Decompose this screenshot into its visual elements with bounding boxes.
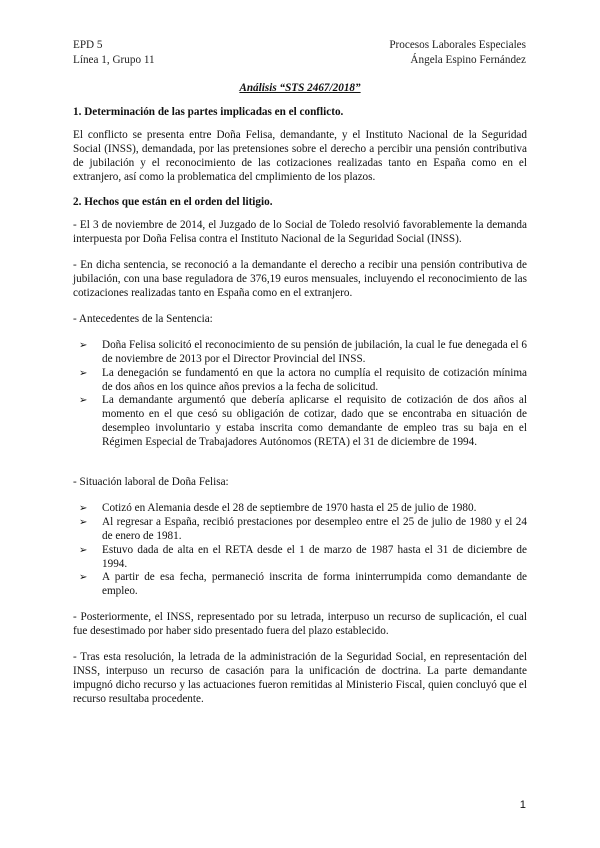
arrow-bullet-icon: ➢ <box>79 502 88 514</box>
antecedentes-list <box>73 339 527 450</box>
list-item: ➢ La denegación se fundamentó en que la actora no cumplía el requisito de cotización mínima de dos años en los quince años previos a la fecha de solicitud. <box>79 366 527 393</box>
document-title: Análisis “STS 2467/2018” <box>239 82 361 94</box>
header-course: EPD 5 <box>73 39 103 51</box>
list-item: ➢ La demandante argumentó que debería aplicarse el requisito de cotización de dos años al momento en el que cesó su obligación de cotizar, dado que se encontraba en situación de desempleo involuntario y estaba inscrita como demandante de empleo tras su baja en el Régimen Especial de Trabajadores Autónomos (RETA) el 31 de diciembre de 1994. <box>79 394 527 449</box>
header-group: Línea 1, Grupo 11 <box>73 53 155 66</box>
list-item: ➢ Cotizó en Alemania desde el 28 de septiembre de 1970 hasta el 25 de julio de 1980. <box>79 501 477 514</box>
section-2-paragraph-1: - El 3 de noviembre de 2014, el Juzgado de lo Social de Toledo resolvió favorablemente la demanda interpuesta por Doña Felisa contra el Instituto Nacional de la Seguridad Social (INSS). <box>73 219 527 246</box>
header-author: Ángela Espino Fernández <box>410 53 526 66</box>
section-1-heading: 1. Determinación de las partes implicadas en el conflicto. <box>73 105 344 118</box>
arrow-bullet-icon: ➢ <box>79 395 88 407</box>
list-item: ➢ Estuvo dada de alta en el RETA desde el 1 de marzo de 1987 hasta el 31 de diciembre de 1994. <box>79 543 527 570</box>
section-2-heading: 2. Hechos que están en el orden del litigio. <box>73 196 273 209</box>
situacion-label: - Situación laboral de Doña Felisa: <box>73 476 229 489</box>
arrow-bullet-icon: ➢ <box>79 367 88 379</box>
section-2-paragraph-2: - En dicha sentencia, se reconoció a la demandante el derecho a recibir una pensión contributiva de jubilación, con una base reguladora de 376,19 euros mensuales, incluyendo el reconocimiento de las cotizaciones realizadas tanto en España como en el extranjero. <box>73 259 527 299</box>
header-subject: Procesos Laborales Especiales <box>389 39 526 51</box>
section-1-text: El conflicto se presenta entre Doña Felisa, demandante, y el Instituto Nacional de la Seguridad Social (INSS), demandada, por las pretensiones sobre el derecho a percibir una pensión contributiva de jubilación y el reconocimiento de las cotizaciones realizadas tanto en España como en el extranjero, así como la problematica del cmplimiento de los plazos. <box>73 128 527 183</box>
arrow-bullet-icon: ➢ <box>79 516 88 528</box>
header-left <box>73 38 155 67</box>
section-2-paragraph-4: - Tras esta resolución, la letrada de la administración de la Seguridad Social, en representación del INSS, interpuso un recurso de casación para la unificación de doctrina. La parte demandante impugnó dicho recurso y las actuaciones fueron remitidas al Ministerio Fiscal, quien concluyó que el recurso resultaba procedente. <box>73 651 527 705</box>
arrow-bullet-icon: ➢ <box>79 572 88 584</box>
list-item: ➢ Doña Felisa solicitó el reconocimiento de su pensión de jubilación, la cual le fue denegada el 6 de noviembre de 2013 por el Director Provincial del INSS. <box>79 338 527 365</box>
spacer <box>73 462 527 476</box>
antecedentes-label: - Antecedentes de la Sentencia: <box>73 312 213 325</box>
arrow-bullet-icon: ➢ <box>79 544 88 556</box>
list-item: ➢ Al regresar a España, recibió prestaciones por desempleo entre el 25 de julio de 1980 y el 24 de enero de 1981. <box>79 515 527 542</box>
page-number: 1 <box>519 799 526 811</box>
header-right <box>389 38 526 67</box>
section-2-paragraph-3: - Posteriormente, el INSS, representado por su letrada, interpuso un recurso de suplicación, el cual fue desestimado por haber sido presentado fuera del plazo establecido. <box>73 611 527 638</box>
situacion-list <box>73 502 527 599</box>
list-item: ➢ A partir de esa fecha, permaneció inscrita de forma ininterrumpida como demandante de empleo. <box>79 571 527 598</box>
document-body <box>73 82 527 719</box>
arrow-bullet-icon: ➢ <box>79 339 88 351</box>
